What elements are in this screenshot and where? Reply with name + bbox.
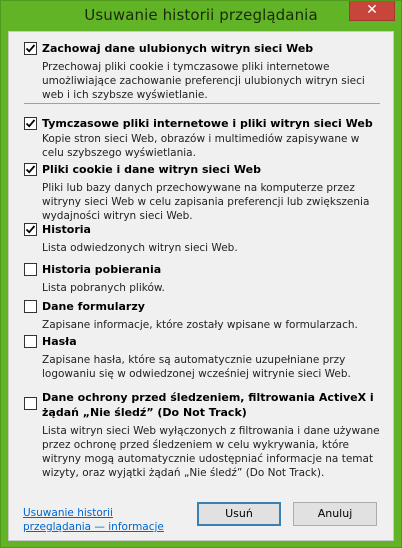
dialog-title: Usuwanie historii przeglądania	[84, 6, 318, 24]
option-tracking-protection	[24, 390, 384, 480]
tracking-protection-checkbox[interactable]	[24, 397, 37, 410]
passwords-description: Zapisane hasła, które są automatycznie uzupełniane przy logowaniu się w odwiedzonej wcześniej witrynie sieci Web.	[42, 354, 351, 380]
option-temp-files	[24, 116, 384, 160]
passwords-checkbox[interactable]	[24, 335, 37, 348]
close-button[interactable]	[349, 1, 395, 21]
option-preserve-favorites	[24, 41, 384, 102]
cookies-description: Pliki lub bazy danych przechowywane na komputerze przez witryny sieci Web w celu zapisania preferencji lub zwiększenia wydajności witryn sieci Web.	[42, 182, 370, 222]
passwords-label[interactable]: Hasła	[42, 335, 77, 348]
download-history-checkbox[interactable]	[24, 263, 37, 276]
close-icon: ✕	[366, 2, 378, 18]
title-bar[interactable]	[1, 1, 401, 31]
temp-files-label[interactable]: Tymczasowe pliki internetowe i pliki witryn sieci Web	[42, 117, 373, 130]
download-history-label[interactable]: Historia pobierania	[42, 263, 162, 276]
checkmark-icon	[25, 118, 36, 129]
form-data-label[interactable]: Dane formularzy	[42, 300, 145, 313]
delete-history-info-link[interactable]: Usuwanie historii przeglądania — informacje	[23, 507, 164, 533]
tracking-protection-label[interactable]: Dane ochrony przed śledzeniem, filtrowania ActiveX i żądań „Nie śledź” (Do Not Track)	[42, 391, 374, 419]
temp-files-checkbox[interactable]	[24, 117, 37, 130]
cookies-label[interactable]: Pliki cookie i dane witryn sieci Web	[42, 163, 261, 176]
download-history-description: Lista pobranych plików.	[42, 282, 165, 294]
dialog-content	[8, 31, 394, 541]
option-form-data	[24, 299, 384, 332]
preserve-favorites-description: Przechowaj pliki cookie i tymczasowe pliki internetowe umożliwiające zachowanie preferencji ulubionych witryn sieci web i ich szybsze wyświetlanie.	[42, 61, 365, 101]
option-passwords	[24, 334, 384, 381]
tracking-protection-description: Lista witryn sieci Web wyłączonych z filtrowania i dane używane przez ochronę przed śledzeniem w celu wykrywania, które witryny mogą automatycznie udostępniać informacje na temat wizyty, oraz wyjątki żądań „Nie śledź” (Do Not Track).	[42, 425, 380, 479]
cancel-button[interactable]: Anuluj	[293, 502, 377, 526]
option-download-history	[24, 262, 384, 295]
checkmark-icon	[25, 224, 36, 235]
preserve-favorites-checkbox[interactable]	[24, 42, 37, 55]
form-data-description: Zapisane informacje, które zostały wpisane w formularzach.	[42, 319, 358, 331]
delete-button[interactable]: Usuń	[197, 502, 281, 526]
temp-files-description: Kopie stron sieci Web, obrazów i multimediów zapisywane w celu szybszego wyświetlania.	[42, 133, 360, 159]
history-description: Lista odwiedzonych witryn sieci Web.	[42, 242, 238, 254]
separator	[24, 103, 380, 104]
option-cookies	[24, 162, 384, 223]
preserve-favorites-label[interactable]: Zachowaj dane ulubionych witryn sieci Web	[42, 42, 314, 55]
history-label[interactable]: Historia	[42, 223, 91, 236]
form-data-checkbox[interactable]	[24, 300, 37, 313]
history-checkbox[interactable]	[24, 223, 37, 236]
cookies-checkbox[interactable]	[24, 163, 37, 176]
option-history	[24, 222, 384, 255]
checkmark-icon	[25, 164, 36, 175]
checkmark-icon	[25, 43, 36, 54]
